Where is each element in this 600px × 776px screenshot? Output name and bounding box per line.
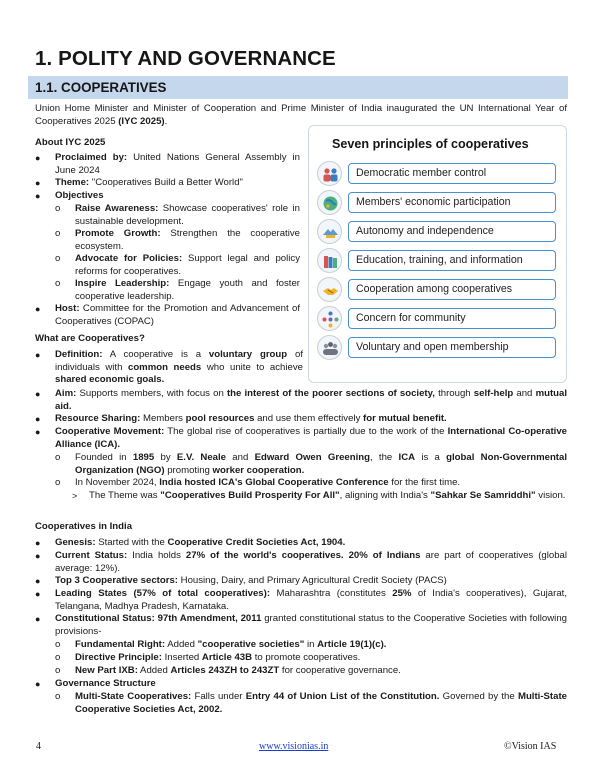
bullet-icon: ● — [35, 178, 41, 188]
handshake-icon — [317, 277, 342, 302]
principle-label: Democratic member control — [356, 167, 487, 179]
bullet-icon: ● — [35, 153, 41, 163]
bullet-icon: ● — [35, 614, 41, 624]
bullet-icon: ● — [35, 427, 41, 437]
intro-paragraph: Union Home Minister and Minister of Cooperation and Prime Minister of India inaugurated the UN International Year of Cooperatives 2025 (IYC 2025). — [35, 103, 567, 127]
copyright-text: ©Vision IAS — [504, 741, 557, 752]
cooperatives-in-india-heading: Cooperatives in India — [35, 521, 133, 532]
globe-icon — [317, 190, 342, 215]
bullet-icon: o — [55, 253, 61, 264]
website-link[interactable]: www.visionias.in — [259, 741, 329, 752]
bullet-icon: o — [55, 639, 61, 650]
bullet-icon: ● — [35, 576, 41, 586]
principle-label: Autonomy and independence — [356, 225, 494, 237]
seven-principles-infographic — [308, 125, 567, 383]
about-iyc-heading: About IYC 2025 — [35, 137, 106, 148]
principle-row — [317, 335, 559, 361]
infographic-title: Seven principles of cooperatives — [332, 137, 529, 151]
page-number: 4 — [36, 741, 41, 752]
hands-icon — [317, 219, 342, 244]
chapter-heading: 1. POLITY AND GOVERNANCE — [35, 47, 336, 70]
principle-row — [317, 306, 559, 332]
arrow-bullet-icon: > — [72, 491, 78, 501]
bullet-icon: ● — [35, 538, 41, 548]
principle-row — [317, 248, 559, 274]
group-icon — [317, 335, 342, 360]
principle-row — [317, 219, 559, 245]
principle-label: Cooperation among cooperatives — [356, 283, 513, 295]
principle-row — [317, 190, 559, 216]
bullet-icon: ● — [35, 350, 41, 360]
people-icon — [317, 161, 342, 186]
section-heading: 1.1. COOPERATIVES — [35, 80, 167, 95]
principle-label: Concern for community — [356, 312, 466, 324]
bullet-icon: ● — [35, 551, 41, 561]
bullet-icon: ● — [35, 589, 41, 599]
bullet-icon: ● — [35, 191, 41, 201]
bullet-icon: o — [55, 278, 61, 289]
what-are-cooperatives-heading: What are Cooperatives? — [35, 333, 145, 344]
principle-row — [317, 161, 559, 187]
bullet-icon: o — [55, 652, 61, 663]
bullet-icon: o — [55, 691, 61, 702]
bullet-icon: o — [55, 203, 61, 214]
document-page: 1. POLITY AND GOVERNANCE 1.1. COOPERATIVES Union Home Minister and Minister of Cooperation and Prime Minister of India inaugurated the UN International Year of Cooperatives 2025 (IYC 2025). About IYC 2025 ● Proclaimed by: United Nations General Assembly in June 2024 ● Theme: "Cooperatives Build a Better World" ● Objectives o Raise Awareness: Showcase cooperatives' role in sustainable development. o Promote Growth: Strengthen the cooperative ecosystem. o Advocate for Policies: Support legal and policy reforms for cooperatives. o Inspire Leadership: Engage youth and foster cooperative leadership. ● Host: Committee for the Promotion and Advancement of Cooperatives (COPAC) Seven principles of cooperatives Democratic member control Members' economic participation Autonomy and independence Education, training, and information Cooperation among cooperatives Concern for community Voluntary and open membership What are Cooperatives? ● Definition: A cooperative is a voluntary group of individuals with common needs who unite to achieve shared economic goals. ● Aim: Supports members, with focus on the interest of the poorer sections of society, through self-help and mutual aid. ● Resource Sharing: Members pool resources and use them effectively for mutual benefit. ● Cooperative Movement: The global rise of cooperatives is partially due to the work of the International Co-operative Alliance (ICA). o Founded in 1895 by E.V. Neale and Edward Owen Greening, the ICA is a global Non-Governmental Organization (NGO) promoting worker cooperation. o In November 2024, India hosted ICA's Global Cooperative Conference for the first time. > The Theme was "Cooperatives Build Prosperity For All", aligning with India's "Sahkar Se Samriddhi" vision. Cooperatives in India ● Genesis: Started with the Cooperative Credit Societies Act, 1904. ● Current Status: India holds 27% of the world's cooperatives. 20% of Indians are part of cooperatives (global average: 12%). ● Top 3 Cooperative sectors: Housing, Dairy, and Primary Agricultural Credit Society (PACS) ● Leading States (57% of total cooperatives): Maharashtra (constitutes 25% of India's cooperatives), Gujarat, Telangana, Madhya Pradesh, Karnataka. ● Constitutional Status: 97th Amendment, 2011 granted constitutional status to the Cooperative Societies with following provisions- o Fundamental Right: Added "cooperative societies" in Article 19(1)(c). o Directive Principle: Inserted Article 43B to promote cooperatives. o New Part IXB: Added Articles 243ZH to 243ZT for cooperative governance. ● Governance Structure o Multi-State Cooperatives: Falls under Entry 44 of Union List of the Constitution. Governed by the Multi-State Cooperative Societies Act, 2002. 4 www.visionias.in ©Vision IAS — [0, 0, 600, 776]
bullet-icon: o — [55, 477, 61, 488]
principle-row — [317, 277, 559, 303]
bullet-icon: ● — [35, 304, 41, 314]
principle-label: Voluntary and open membership — [356, 341, 509, 353]
principle-label: Education, training, and information — [356, 254, 523, 266]
bullet-icon: ● — [35, 679, 41, 689]
bullet-icon: o — [55, 665, 61, 676]
bullet-icon: ● — [35, 389, 41, 399]
bullet-icon: o — [55, 452, 61, 463]
bullet-icon: o — [55, 228, 61, 239]
books-icon — [317, 248, 342, 273]
community-icon — [317, 306, 342, 331]
principle-label: Members' economic participation — [356, 196, 511, 208]
bullet-icon: ● — [35, 414, 41, 424]
